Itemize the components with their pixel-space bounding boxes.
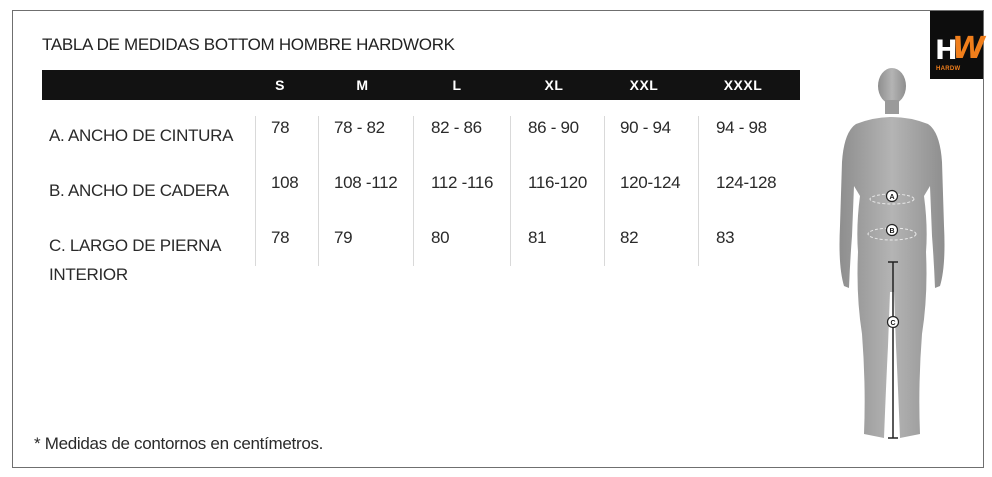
column-divider xyxy=(255,116,256,266)
table-cell: 79 xyxy=(334,228,353,247)
row-label-waist: A. ANCHO DE CINTURA xyxy=(49,126,234,145)
table-cell: 108 xyxy=(271,173,299,192)
column-divider xyxy=(318,116,319,266)
column-divider xyxy=(604,116,605,266)
marker-a xyxy=(887,191,898,202)
logo-letter-h: H xyxy=(935,35,956,66)
row-label-inseam xyxy=(49,231,221,289)
chart-title: TABLA DE MEDIDAS BOTTOM HOMBRE HARDWORK xyxy=(42,35,455,54)
size-header-xl: XL xyxy=(544,77,564,93)
body-measurement-figure xyxy=(836,66,952,442)
row-label-inseam-line1: C. LARGO DE PIERNA xyxy=(49,236,222,255)
table-cell: 78 - 82 xyxy=(334,118,385,137)
row-label-hip: B. ANCHO DE CADERA xyxy=(49,181,229,200)
column-divider xyxy=(413,116,414,266)
table-cell: 78 xyxy=(271,228,290,247)
svg-text:B: B xyxy=(889,228,895,235)
size-header-l: L xyxy=(452,77,462,93)
column-divider xyxy=(698,116,699,266)
size-header-xxxl: XXXL xyxy=(723,77,763,93)
table-cell: 82 xyxy=(620,228,639,247)
table-cell: 124-128 xyxy=(716,173,777,192)
marker-c xyxy=(888,317,899,328)
table-cell: 112 -116 xyxy=(431,173,494,192)
table-cell: 90 - 94 xyxy=(620,118,671,137)
size-header-s: S xyxy=(275,77,285,93)
units-footnote: * Medidas de contornos en centímetros. xyxy=(34,434,324,453)
marker-b xyxy=(887,225,898,236)
table-cell: 86 - 90 xyxy=(528,118,579,137)
table-cell: 80 xyxy=(431,228,450,247)
table-cell: 78 xyxy=(271,118,290,137)
table-cell: 82 - 86 xyxy=(431,118,482,137)
logo-wordmark: HARDW xyxy=(936,66,961,72)
table-cell: 116-120 xyxy=(528,173,588,192)
table-cell: 94 - 98 xyxy=(716,118,767,137)
size-header-xxl: XXL xyxy=(629,77,659,93)
table-cell: 120-124 xyxy=(620,173,681,192)
table-cell: 83 xyxy=(716,228,735,247)
logo-letter-w: W xyxy=(952,31,984,66)
row-label-inseam-line2: INTERIOR xyxy=(49,265,128,284)
size-header-m: M xyxy=(356,77,369,93)
table-cell: 108 -112 xyxy=(334,173,398,192)
size-header-bar xyxy=(42,70,800,100)
svg-text:C: C xyxy=(890,320,896,327)
column-divider xyxy=(510,116,511,266)
table-cell: 81 xyxy=(528,228,547,247)
svg-text:A: A xyxy=(889,194,895,201)
human-silhouette xyxy=(840,68,945,438)
